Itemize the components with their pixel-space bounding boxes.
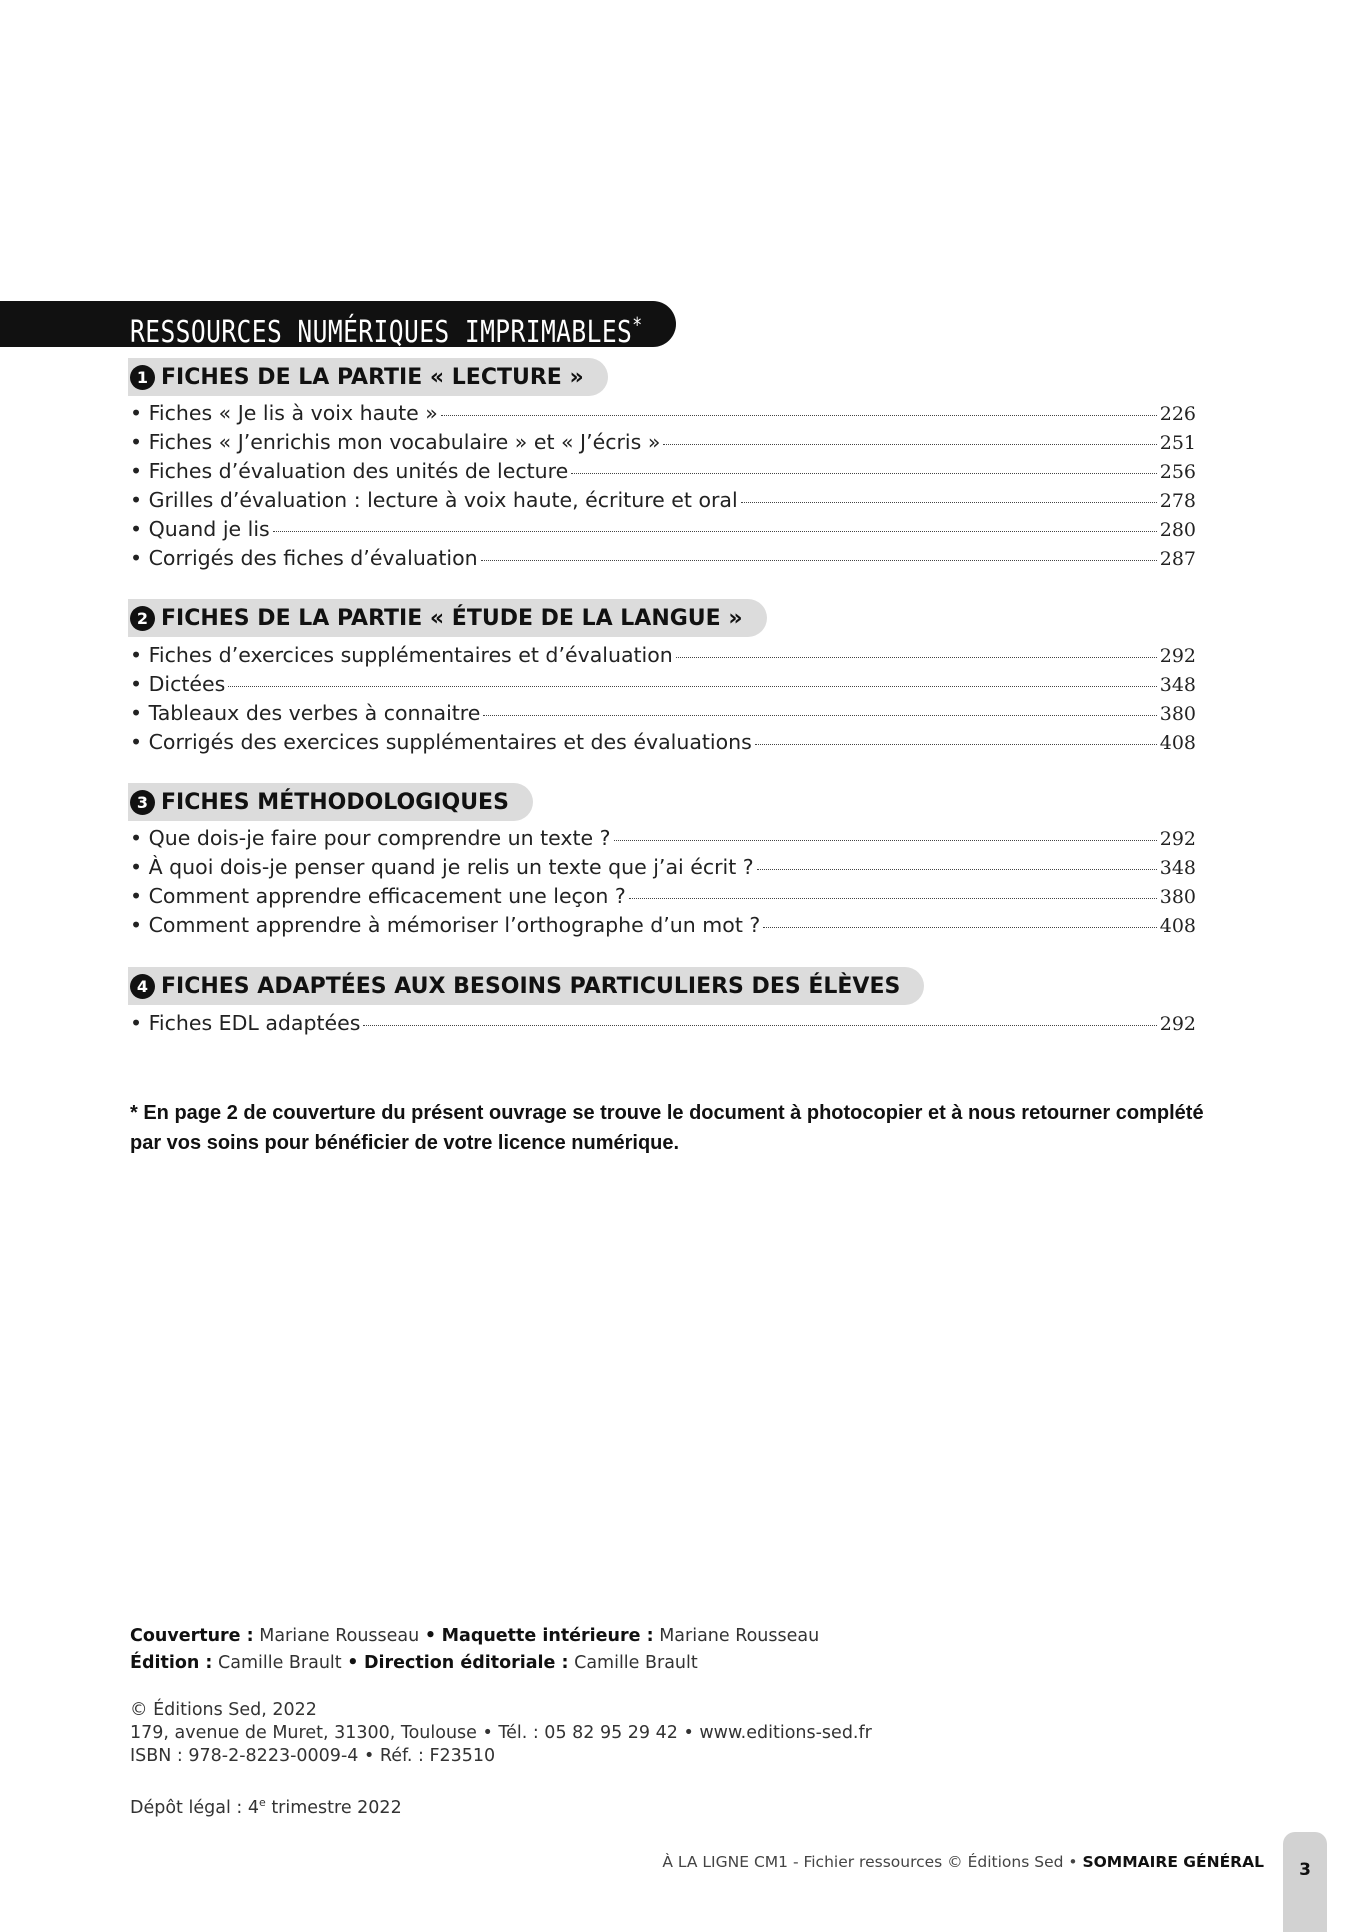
toc-entry[interactable]: • Corrigés des fiches d’évaluation 287 [130,546,1196,570]
page-number: 292 [1159,645,1196,667]
section-title: FICHES DE LA PARTIE « ÉTUDE DE LA LANGUE » [161,605,743,631]
publisher-address: 179, avenue de Muret, 31300, Toulouse • Tél. : 05 82 95 29 42 • www.editions-sed.fr [130,1723,872,1743]
page-number: 292 [1159,1013,1196,1035]
page-number-label: 3 [1299,1860,1311,1880]
page-number: 380 [1159,703,1196,725]
page-number: 380 [1159,886,1196,908]
section-header-langue [128,599,767,637]
dot-leader [571,473,1156,474]
toc-entry[interactable]: • Grilles d’évaluation : lecture à voix haute, écriture et oral 278 [130,488,1196,512]
section-title: FICHES ADAPTÉES AUX BESOINS PARTICULIERS DES ÉLÈVES [161,973,901,999]
dot-leader [757,869,1157,870]
section-title: FICHES DE LA PARTIE « LECTURE » [161,364,584,390]
toc-entry[interactable]: • À quoi dois-je penser quand je relis un texte que j’ai écrit ? 348 [130,855,1196,879]
toc-entry[interactable]: • Comment apprendre à mémoriser l’orthographe d’un mot ? 408 [130,913,1196,937]
dot-leader [481,560,1157,561]
dot-leader [614,840,1157,841]
toc-entry[interactable]: • Que dois-je faire pour comprendre un texte ? 292 [130,826,1196,850]
section-header-methodologiques [128,783,533,821]
page-footer: À LA LIGNE CM1 - Fichier ressources © Éditions Sed • SOMMAIRE GÉNÉRAL [662,1853,1264,1871]
toc-entry[interactable]: • Corrigés des exercices supplémentaires et des évaluations 408 [130,730,1196,754]
dot-leader [676,657,1157,658]
section-header-lecture [128,358,608,396]
section-number-badge: 4 [130,974,155,999]
page-number: 280 [1159,519,1196,541]
section-number-badge: 1 [130,365,155,390]
page-number: 348 [1159,857,1196,879]
toc-entry[interactable]: • Dictées 348 [130,672,1196,696]
section-header-besoins [128,967,924,1005]
dot-leader [483,715,1156,716]
section-title: FICHES MÉTHODOLOGIQUES [161,789,509,815]
toc-entry[interactable]: • Tableaux des verbes à connaitre 380 [130,701,1196,725]
legal-deposit: Dépôt légal : 4e trimestre 2022 [130,1796,402,1818]
dot-leader [441,415,1157,416]
page-number: 251 [1159,432,1196,454]
page-number: 256 [1159,461,1196,483]
dot-leader [228,686,1156,687]
dot-leader [273,531,1157,532]
dot-leader [663,444,1156,445]
section-banner [0,301,676,350]
page-number: 226 [1159,403,1196,425]
section-number-badge: 2 [130,606,155,631]
toc-entry[interactable]: • Fiches « J’enrichis mon vocabulaire » et « J’écris » 251 [130,430,1196,454]
page-number: 292 [1159,828,1196,850]
credits-edition: Édition : Camille Brault • Direction éditoriale : Camille Brault [130,1653,698,1673]
page-number-tab [1283,1832,1327,1932]
credits-design: Couverture : Mariane Rousseau • Maquette intérieure : Mariane Rousseau [130,1626,820,1646]
toc-entry[interactable]: • Fiches EDL adaptées 292 [130,1011,1196,1035]
dot-leader [741,502,1157,503]
page-number: 348 [1159,674,1196,696]
page-number: 278 [1159,490,1196,512]
page-number: 408 [1159,732,1196,754]
copyright: © Éditions Sed, 2022 [130,1700,317,1720]
dot-leader [763,927,1156,928]
banner-title: RESSOURCES NUMÉRIQUES IMPRIMABLES* [130,313,643,350]
page-number: 287 [1159,548,1196,570]
dot-leader [629,898,1157,899]
license-note: * En page 2 de couverture du présent ouvrage se trouve le document à photocopier et à nous retourner complété par vos soins pour bénéficier de votre licence numérique. [130,1102,1204,1154]
toc-entry[interactable]: • Fiches d’évaluation des unités de lecture 256 [130,459,1196,483]
section-number-badge: 3 [130,790,155,815]
toc-entry[interactable]: • Fiches « Je lis à voix haute » 226 [130,401,1196,425]
toc-entry[interactable]: • Quand je lis 280 [130,517,1196,541]
toc-entry[interactable]: • Comment apprendre efficacement une leçon ? 380 [130,884,1196,908]
toc-entry[interactable]: • Fiches d’exercices supplémentaires et d’évaluation 292 [130,643,1196,667]
isbn: ISBN : 978-2-8223-0009-4 • Réf. : F23510 [130,1746,496,1766]
page-number: 408 [1159,915,1196,937]
dot-leader [755,744,1157,745]
dot-leader [363,1025,1156,1026]
